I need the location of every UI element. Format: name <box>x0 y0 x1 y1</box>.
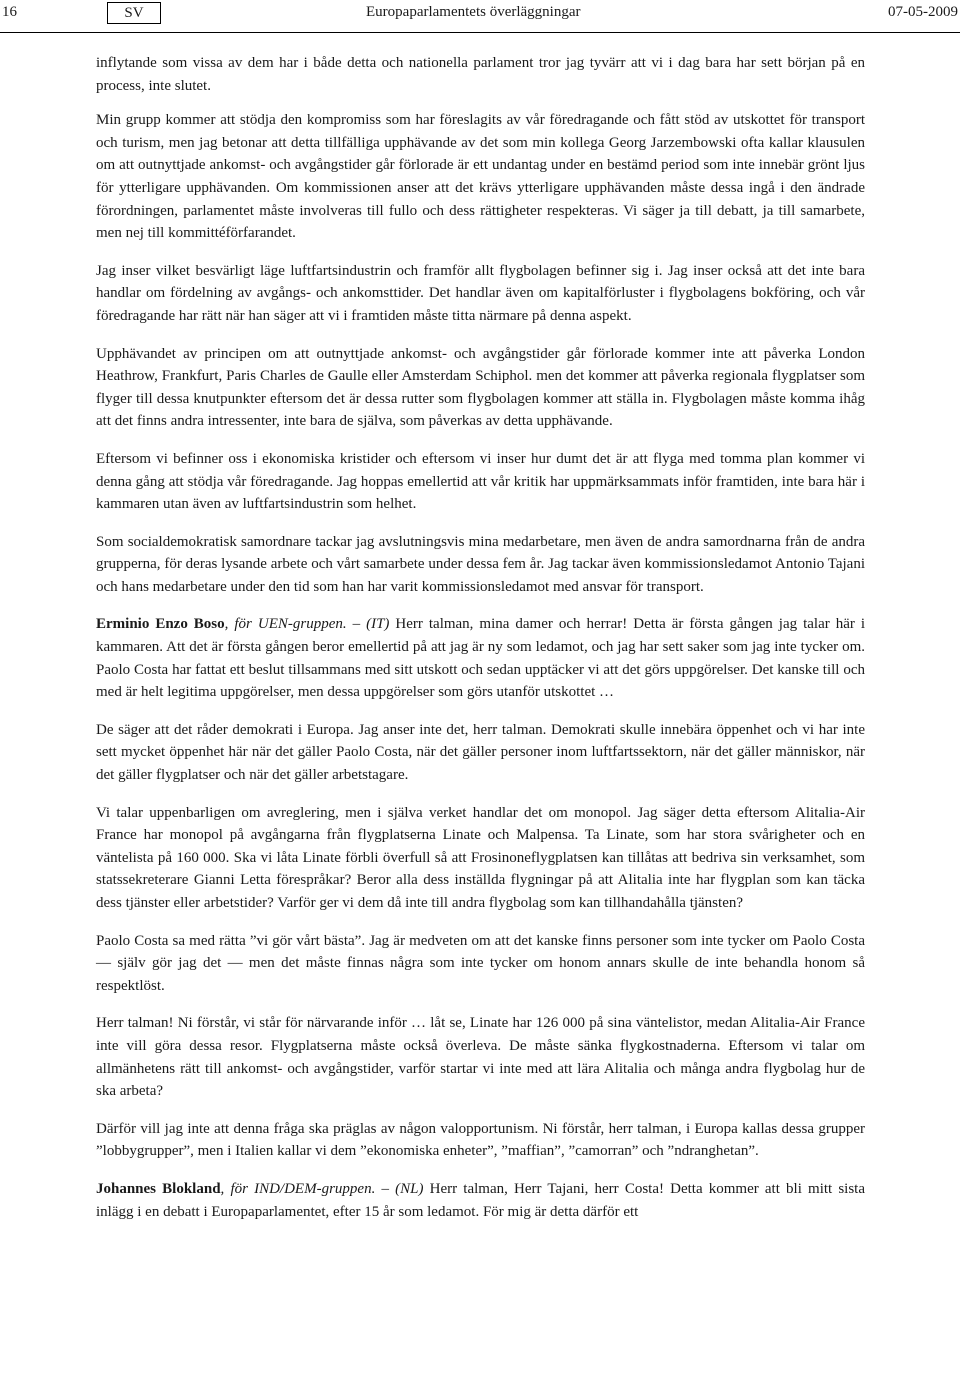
main-content <box>96 52 865 1238</box>
speech-text: Herr talman, Herr Tajani, herr Costa! Detta kommer att bli mitt sista inlägg i en debatt i Europaparlamentet, efter 15 år som ledamot. För mig är detta därför ett <box>96 1180 866 1220</box>
speech-boso <box>96 613 865 703</box>
paragraph: Vi talar uppenbarligen om avreglering, men i själva verket handlar det om monopol. Jag säger detta eftersom Alitalia-Air France har monopol på avgångarna från flygplatserna Linate och Malpensa. Ta Linate, som har stora svårigheter och en väntelista på 160 000. Ska vi låta Linate förbli överfull så att Frosinoneflygplatsen kan tillåtas att bedriva sin verksamhet, som statssekreterare Gianni Letta förespråkar? Beror alla dess inställda flygningar på att Alitalia inte har flygplan som kan täcka dess tjänster eller arbetstider? Varför ger vi dem då inte till andra flygbolag som kan tillhandahålla tjänsten? <box>96 804 865 911</box>
document-title: Europaparlamentets överläggningar <box>366 4 581 20</box>
paragraph: Herr talman! Ni förstår, vi står för närvarande inför … låt se, Linate har 126 000 på sina väntelistor, medan Alitalia-Air France inte vill göra dessa resor. Flygplatserna måste också överleva. De måste sänka flygkostnaderna. Eftersom vi talar om allmänhetens rätt till ankomst- och avgångstider, varför startar vi inte med att lära Alitalia och många andra flygbolag hur de ska arbeta? <box>96 1015 865 1100</box>
page-header <box>0 0 960 33</box>
speaker-name: Johannes Blokland <box>96 1180 221 1197</box>
paragraph: Därför vill jag inte att denna fråga ska präglas av någon valopportunism. Ni förstår, herr talman, i Europa kallas dessa grupper ”lobbygrupper”, men i Italien kallar vi dem ”ekonomiska enheter”, ”maffian”, ”camorran” och ”ndranghetan”. <box>96 1120 865 1160</box>
speech-language: (IT) <box>366 616 390 633</box>
speech-blokland <box>96 1178 865 1223</box>
paragraph: Jag inser vilket besvärligt läge luftfartsindustrin och framför allt flygbolagen befinner sig i. Jag inser också att det inte bara handlar om fördelning av avgångs- och ankomsttider. Det handlar även om kapitalförluster i flygbolagens bokföring, och vår föredragande har rätt när han säger att vi i framtiden måste titta närmare på denna aspekt. <box>96 262 865 324</box>
speech-language: (NL) <box>395 1180 424 1197</box>
language-code-box: SV <box>107 2 161 24</box>
paragraph: inflytande som vissa av dem har i både detta och nationella parlament tror jag tyvärr att vi i dag bara har sett början på en process, inte slutet. <box>96 55 865 94</box>
paragraph: De säger att det råder demokrati i Europa. Jag anser inte det, herr talman. Demokrati skulle innebära öppenhet och vi har inte sett mycket öppenhet här när det gäller Paolo Costa, när det gäller personer inom luftfartssektorn, när det gäller människor, när det gäller flygplatser och när det gäller arbetstagare. <box>96 721 865 784</box>
page-number: 16 <box>2 4 17 20</box>
speech-dash: – <box>346 616 367 633</box>
speech-dash: – <box>375 1180 396 1197</box>
paragraph: Som socialdemokratisk samordnare tackar jag avslutningsvis mina medarbetare, men även de andra samordnarna från de andra grupperna, för deras lysande arbete och vårt samarbete under dessa fem år. Jag tackar även kommissionsledamot Antonio Tajani och hans medarbetare under den tid som han har varit kommissionsledamot med ansvar för transport. <box>96 533 865 595</box>
speech-text: Herr talman, mina damer och herrar! Detta är första gången jag talar här i kammaren. Att det är första gången beror emellertid på att jag är ny som ledamot, och jag har sett saker som jag inte tycker om. Paolo Costa har fattat ett beslut tillsammans med sitt utskott och sedan upptäcker vi att det görs uppgörelser. Det kanske till och med är helt legitima uppgörelser, men dessa uppgörelser som görs utanför utskottet … <box>96 616 866 701</box>
speaker-group: , för UEN-gruppen. <box>224 616 347 633</box>
paragraph: Eftersom vi befinner oss i ekonomiska kristider och eftersom vi inser hur dumt det är att flyga med tomma plan kommer vi denna gång att stödja vår föredragande. Jag hoppas emellertid att vår kritik har uppmärksammats inför framtiden, inte bara här i kammaren utan även av luftfartsindustrin som helhet. <box>96 450 865 513</box>
speaker-group: , för IND/DEM-gruppen. <box>220 1180 376 1197</box>
speaker-name: Erminio Enzo Boso <box>96 616 225 633</box>
paragraph: Min grupp kommer att stödja den kompromiss som har föreslagits av vår föredragande och fått stöd av utskottet för transport och turism, men jag betonar att detta tillfälliga upphävande av det som min kollega Georg Jarzembowski ofta kallar klausulen om att outnyttjade ankomst- och avgångstider går förlorade är ett undantag under en bestämd period som inte innebär grönt ljus för ytterligare upphävanden. Om kommissionen anser att det krävs ytterligare upphävanden måste dessa ingå i den ändrade förordningen, parlamentet måste involveras till fullo och dess rättigheter respekteras. Vi säger ja till debatt, ja till samarbete, men nej till kommittéförfarandet. <box>96 112 865 242</box>
paragraph: Paolo Costa sa med rätta ”vi gör vårt bästa”. Jag är medveten om att det kanske finns personer som inte tycker om Paolo Costa — själv gör jag det — men det måste finnas några som inte tycker om honom annars skulle de inte behandla honom så respektlöst. <box>96 932 865 994</box>
paragraph: Upphävandet av principen om att outnyttjade ankomst- och avgångstider går förlorade kommer inte att påverka London Heathrow, Frankfurt, Paris Charles de Gaulle eller Amsterdam Schiphol. men det kommer att påverka regionala flygplatser som flyger till dessa knutpunkter eftersom det är dessa rutter som flygbolagen kommer att ställa in. Flygbolagen måste komma ihåg att det finns andra intressenter, inte bara de själva, som påverkas av detta upphävande. <box>96 345 865 430</box>
document-date: 07-05-2009 <box>888 4 958 20</box>
